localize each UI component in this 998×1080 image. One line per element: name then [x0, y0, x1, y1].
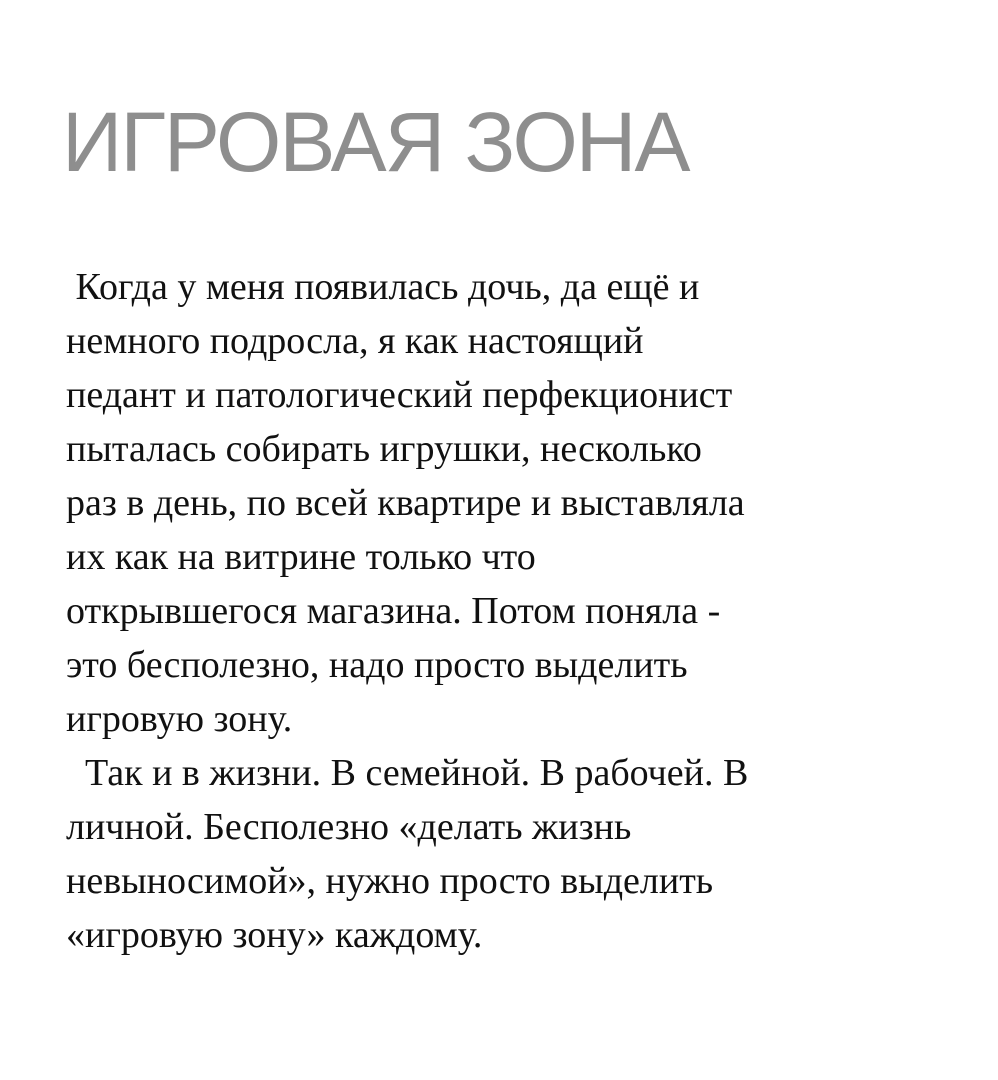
text-line: невыносимой», нужно просто выделить [66, 860, 714, 902]
text-line: это бесполезно, надо просто выделить [66, 644, 688, 686]
text-line: раз в день, по всей квартире и выставляла [66, 482, 745, 524]
paragraph-2 [66, 746, 946, 962]
text-line: Когда у меня появилась дочь, да ещё и [66, 266, 700, 308]
text-line: их как на витрине только что [66, 536, 536, 578]
article-body [66, 260, 946, 962]
text-line: пыталась собирать игрушки, несколько [66, 428, 702, 470]
text-line: игровую зону. [66, 698, 293, 740]
page-title: ИГРОВАЯ ЗОНА [62, 95, 689, 189]
text-line: «игровую зону» каждому. [66, 914, 483, 956]
text-line: личной. Бесполезно «делать жизнь [66, 806, 632, 848]
text-line: немного подросла, я как настоящий [66, 320, 644, 362]
text-line: педант и патологический перфекционист [66, 374, 733, 416]
text-line: открывшегося магазина. Потом поняла - [66, 590, 721, 632]
text-line: Так и в жизни. В семейной. В рабочей. В [66, 752, 749, 794]
paragraph-1 [66, 260, 946, 746]
